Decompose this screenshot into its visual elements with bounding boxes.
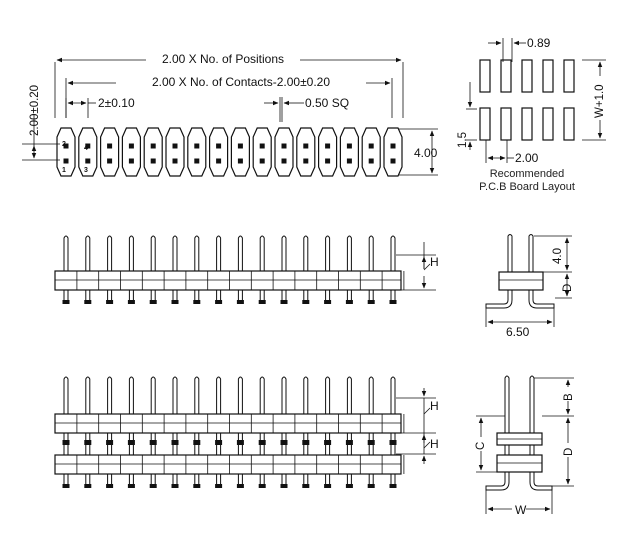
pin-square <box>173 144 178 149</box>
double-row-pin-collar <box>172 440 179 445</box>
double-row-pin-lower <box>173 474 177 484</box>
pcb-pad-bottom <box>480 108 490 140</box>
single-row-side-view <box>55 236 439 304</box>
single-row-pin-foot <box>106 300 113 304</box>
pin-square <box>216 159 221 164</box>
double-row-pin-upper <box>129 377 133 414</box>
single-row-pin-upper <box>129 236 133 271</box>
double-row-pin-collar <box>324 440 331 445</box>
double-row-pin-collar <box>281 440 288 445</box>
pin-square <box>173 159 178 164</box>
double-row-pin-upper <box>391 377 395 414</box>
double-row-pin-lower <box>391 474 395 484</box>
single-row-pin-upper <box>347 236 351 271</box>
double-row-pin-lower <box>151 474 155 484</box>
double-row-pin-upper <box>369 377 373 414</box>
single-row-pin-upper <box>238 236 242 271</box>
single-row-pin-foot <box>237 300 244 304</box>
single-row-pin-lower <box>217 290 221 300</box>
single-row-pin-lower <box>86 290 90 300</box>
single-row-pin-foot <box>259 300 266 304</box>
pin-square <box>347 159 352 164</box>
single-row-pin-lower <box>238 290 242 300</box>
single-row-pin-foot <box>128 300 135 304</box>
double-end-pins-mid <box>505 445 534 455</box>
single-row-pin-lower <box>108 290 112 300</box>
single-row-pin-upper <box>64 236 68 271</box>
double-row-end-view <box>474 376 575 517</box>
double-row-pin-lower <box>217 474 221 484</box>
single-row-pin-foot <box>193 300 200 304</box>
row-pitch-dimension-label: 2.00±0.20 <box>29 84 41 136</box>
double-row-pin-lower <box>238 474 242 484</box>
square-dimension-label: 0.50 SQ <box>305 96 350 110</box>
double-row-pin-upper <box>282 377 286 414</box>
pcb-pad-bottom <box>522 108 532 140</box>
double-end-pin-left-upper <box>505 376 509 433</box>
single-row-pin-lower <box>304 290 308 300</box>
pin-square <box>369 144 374 149</box>
single-end-housing <box>499 272 543 290</box>
double-row-pin-collar <box>215 440 222 445</box>
double-row-pin-collar <box>259 440 266 445</box>
pcb-layout-view <box>457 36 606 193</box>
single-row-pin-foot <box>390 300 397 304</box>
double-row-pin-lower <box>86 474 90 484</box>
double-row-pin-foot <box>281 484 288 488</box>
pcb-pad-top <box>564 60 574 92</box>
housing-octagon <box>253 128 271 176</box>
single-row-end-view <box>486 235 574 340</box>
single-row-pin-upper <box>304 236 308 271</box>
double-end-lead-right <box>530 472 552 490</box>
double-row-pin-collar <box>128 440 135 445</box>
double-row-pin-foot <box>172 484 179 488</box>
double-row-pin-lower <box>108 474 112 484</box>
double-row-pin-upper <box>217 377 221 414</box>
d-dimension-label: D <box>563 447 575 456</box>
housing-octagon <box>166 128 184 176</box>
pcb-caption-line2: P.C.B Board Layout <box>479 181 575 193</box>
single-row-pin-lower <box>195 290 199 300</box>
double-row-housing-upper <box>55 414 401 433</box>
pin-square <box>260 159 265 164</box>
single-row-pin-foot <box>346 300 353 304</box>
single-row-pin-foot <box>84 300 91 304</box>
housing-octagon <box>340 128 358 176</box>
single-row-pin-lower <box>282 290 286 300</box>
pcb-pad-bottom <box>564 108 574 140</box>
double-row-pin-lower <box>326 474 330 484</box>
double-row-pin-upper <box>238 377 242 414</box>
pin-square <box>151 159 156 164</box>
pin-square <box>303 144 308 149</box>
double-row-pin-foot <box>106 484 113 488</box>
single-row-pin-upper <box>151 236 155 271</box>
single-row-pin-upper <box>195 236 199 271</box>
pin-number-4: 4 <box>84 145 88 152</box>
w-dimension-label: W <box>515 503 527 517</box>
double-row-pin-lower <box>260 474 264 484</box>
pcb-caption-line1: Recommended <box>489 168 565 180</box>
single-row-pin-upper <box>260 236 264 271</box>
housing-octagon <box>144 128 162 176</box>
h-upper-label: H <box>430 399 439 413</box>
pin-number-1: 1 <box>62 167 66 174</box>
pin-square <box>391 159 396 164</box>
double-row-pin-foot <box>324 484 331 488</box>
single-end-lead-right <box>529 290 554 308</box>
single-row-pin-lower <box>260 290 264 300</box>
double-row-pin-upper <box>195 377 199 414</box>
double-row-pin-upper <box>326 377 330 414</box>
double-end-lead-left <box>486 472 509 490</box>
single-row-pin-foot <box>63 300 70 304</box>
double-row-pin-lower <box>369 474 373 484</box>
housing-octagon <box>319 128 337 176</box>
single-row-pin-lower <box>326 290 330 300</box>
double-row-housing-lower <box>55 455 401 474</box>
single-row-pin-lower <box>369 290 373 300</box>
double-row-pin-upper <box>260 377 264 414</box>
double-row-pin-collar <box>84 440 91 445</box>
pin-square <box>369 159 374 164</box>
pin-square <box>64 159 69 164</box>
housing-octagon <box>297 128 315 176</box>
single-row-pin-upper <box>217 236 221 271</box>
pin-square <box>347 144 352 149</box>
pin-square <box>129 144 134 149</box>
single-row-pin-lower <box>391 290 395 300</box>
pitch-dimension-label: 2±0.10 <box>98 96 135 110</box>
housing-octagon <box>231 128 249 176</box>
pin-square <box>260 144 265 149</box>
single-row-pin-foot <box>368 300 375 304</box>
housing-octagon <box>275 128 293 176</box>
double-row-pin-upper <box>64 377 68 414</box>
pin-square <box>107 144 112 149</box>
pin-number-2: 2 <box>62 141 66 148</box>
pin-square <box>216 144 221 149</box>
double-row-pin-upper <box>347 377 351 414</box>
pin-square <box>129 159 134 164</box>
pcb-pitch-label: 2.00 <box>515 151 539 165</box>
end-width-label: 6.50 <box>506 325 530 339</box>
double-row-pin-collar <box>63 440 70 445</box>
single-end-pin-right <box>529 235 533 273</box>
pin-square <box>303 159 308 164</box>
double-row-pin-lower <box>195 474 199 484</box>
single-row-pin-foot <box>172 300 179 304</box>
double-end-housing-lower <box>497 455 542 472</box>
double-row-pin-collar <box>302 440 309 445</box>
end-d-label: D <box>562 283 574 292</box>
housing-octagon <box>384 128 402 176</box>
pin-square <box>238 144 243 149</box>
double-row-pin-array <box>55 377 404 488</box>
contacts-dimension-label: 2.00 X No. of Contacts-2.00±0.20 <box>151 75 331 89</box>
double-row-pin-lower <box>282 474 286 484</box>
positions-dimension-label: 2.00 X No. of Positions <box>161 52 285 66</box>
double-row-pin-foot <box>215 484 222 488</box>
single-row-pin-lower <box>129 290 133 300</box>
single-row-pin-lower <box>64 290 68 300</box>
double-row-pin-lower <box>304 474 308 484</box>
double-row-pin-collar <box>150 440 157 445</box>
h-dimension-label: H <box>430 255 439 269</box>
pad-width-label: 0.89 <box>527 36 551 50</box>
single-row-pin-upper <box>173 236 177 271</box>
double-row-pin-upper <box>173 377 177 414</box>
double-row-pin-foot <box>368 484 375 488</box>
pcb-pad-top <box>480 60 490 92</box>
c-dimension-label: C <box>475 441 487 450</box>
single-end-lead-left <box>486 290 512 308</box>
single-row-pin-foot <box>215 300 222 304</box>
double-row-pin-foot <box>84 484 91 488</box>
double-row-pin-lower <box>129 474 133 484</box>
top-view <box>22 52 438 176</box>
housing-octagon <box>362 128 380 176</box>
housing-octagon <box>122 128 140 176</box>
h-lower-label: H <box>430 437 439 451</box>
single-row-housing <box>55 271 401 290</box>
single-row-pin-upper <box>86 236 90 271</box>
double-end-pin-right-upper <box>530 376 534 433</box>
double-row-pin-foot <box>63 484 70 488</box>
housing-octagon <box>210 128 228 176</box>
double-row-pin-foot <box>346 484 353 488</box>
single-row-pin-upper <box>282 236 286 271</box>
double-row-pin-foot <box>302 484 309 488</box>
double-row-pin-collar <box>368 440 375 445</box>
single-row-pin-lower <box>151 290 155 300</box>
double-row-pin-collar <box>106 440 113 445</box>
double-row-pin-upper <box>304 377 308 414</box>
b-dimension-label: B <box>563 393 575 401</box>
pcb-pad-bottom <box>543 108 553 140</box>
pcb-pad-top <box>522 60 532 92</box>
pcb-pad-top <box>543 60 553 92</box>
single-row-pin-array <box>55 236 404 304</box>
housing-octagon <box>188 128 206 176</box>
single-row-pin-foot <box>281 300 288 304</box>
double-row-pin-lower <box>64 474 68 484</box>
double-row-pin-lower <box>347 474 351 484</box>
single-row-pin-foot <box>150 300 157 304</box>
double-row-pin-upper <box>151 377 155 414</box>
pcb-pad-top <box>501 60 511 92</box>
pin-square <box>282 159 287 164</box>
top-view-housing-row <box>57 128 402 176</box>
double-row-pin-foot <box>150 484 157 488</box>
double-row-pin-foot <box>390 484 397 488</box>
pcb-pad-grid <box>480 60 574 140</box>
pin-square <box>194 144 199 149</box>
double-row-pin-upper <box>86 377 90 414</box>
double-row-pin-foot <box>237 484 244 488</box>
single-row-pin-foot <box>324 300 331 304</box>
double-row-pin-foot <box>193 484 200 488</box>
double-row-pin-upper <box>108 377 112 414</box>
pin-square <box>194 159 199 164</box>
pcb-pad-bottom <box>501 108 511 140</box>
double-row-pin-collar <box>390 440 397 445</box>
pin-square <box>325 144 330 149</box>
pin-square <box>85 159 90 164</box>
double-row-pin-collar <box>237 440 244 445</box>
pin-square <box>107 159 112 164</box>
housing-octagon <box>101 128 119 176</box>
single-row-pin-upper <box>369 236 373 271</box>
pin-square <box>238 159 243 164</box>
row-spacing-label: W+1.0 <box>594 84 606 118</box>
double-row-pin-foot <box>259 484 266 488</box>
housing-octagon <box>57 128 75 176</box>
double-row-pin-collar <box>346 440 353 445</box>
single-row-pin-upper <box>108 236 112 271</box>
height-dimension-label: 4.00 <box>414 146 438 160</box>
double-row-side-view <box>55 377 439 488</box>
single-row-pin-lower <box>347 290 351 300</box>
single-row-pin-upper <box>326 236 330 271</box>
double-row-pin-foot <box>128 484 135 488</box>
pad-length-label: 1.5 <box>457 132 469 148</box>
pin-square <box>282 144 287 149</box>
single-row-pin-foot <box>302 300 309 304</box>
single-end-pin-left <box>508 235 512 273</box>
pin-number-3: 3 <box>84 167 88 174</box>
single-row-pin-upper <box>391 236 395 271</box>
pin-square <box>391 144 396 149</box>
double-row-pin-collar <box>193 440 200 445</box>
pin-square <box>151 144 156 149</box>
single-row-pin-lower <box>173 290 177 300</box>
end-height-label: 4.0 <box>552 248 564 264</box>
pin-square <box>325 159 330 164</box>
